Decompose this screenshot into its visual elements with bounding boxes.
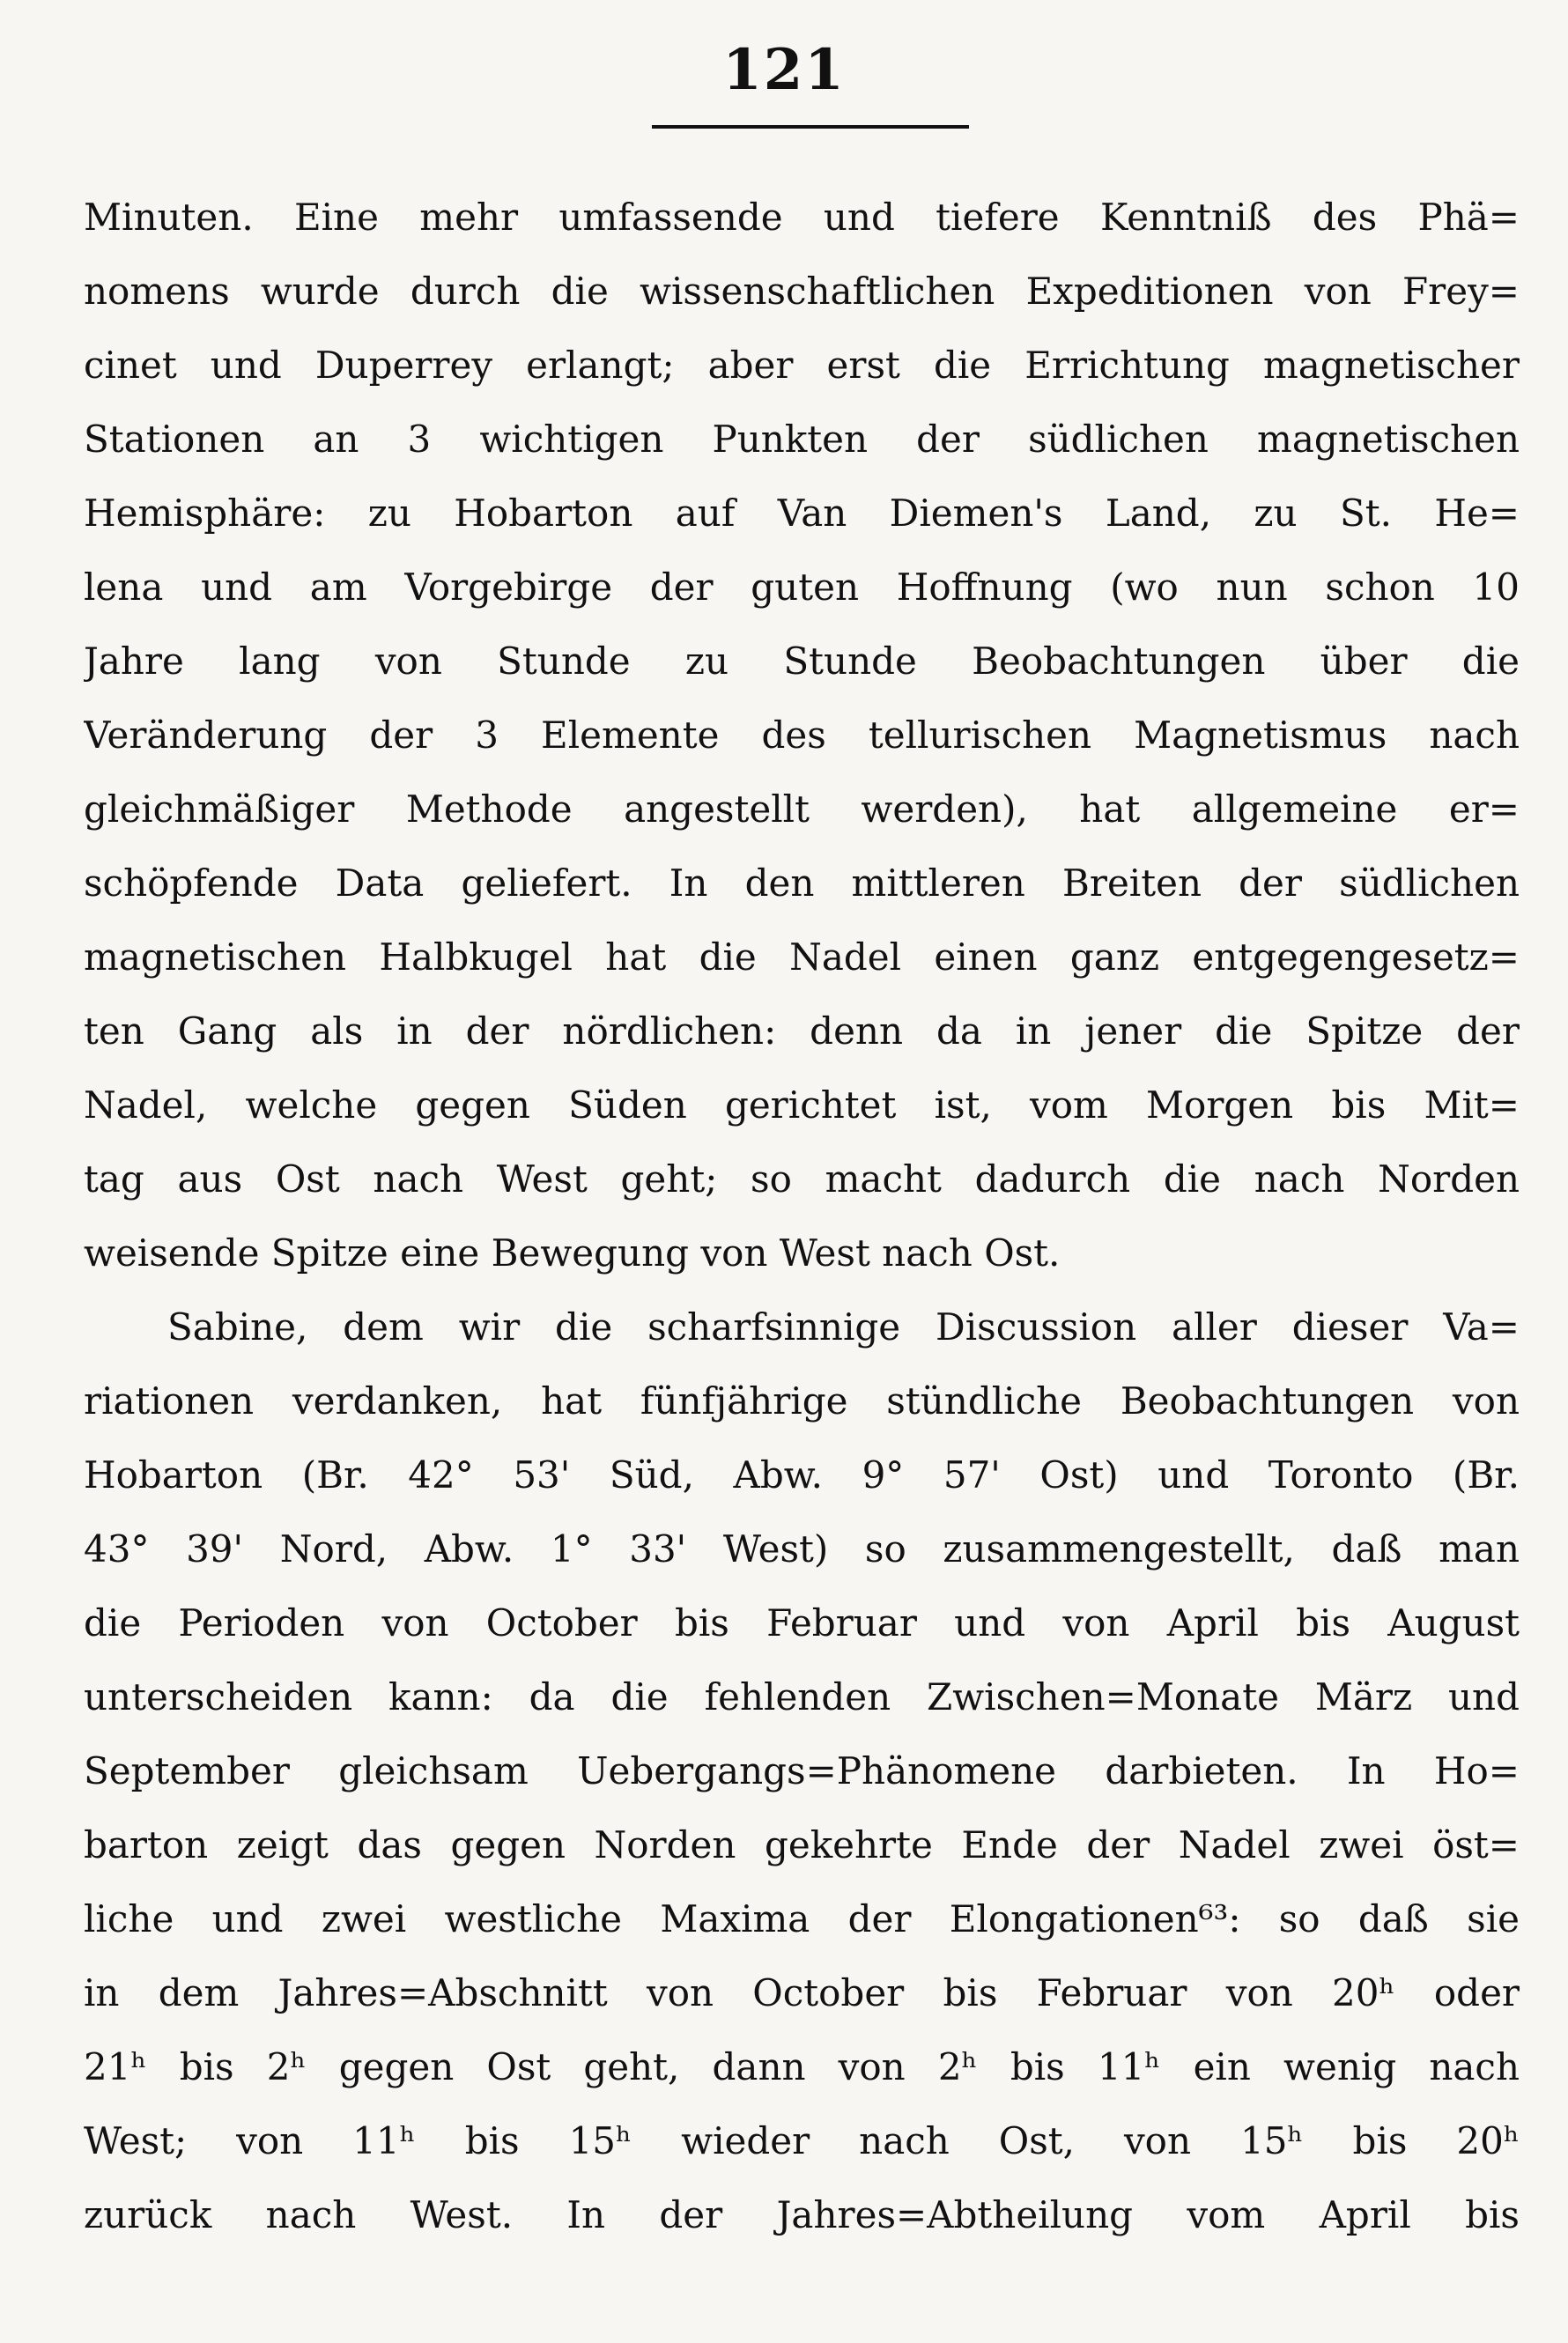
text-line: nomens wurde durch die wissenschaftlichen Expeditionen von Frey=	[84, 270, 1520, 313]
text-line: 43° 39' Nord, Abw. 1° 33' West) so zusammengestellt, daß man	[84, 1527, 1520, 1571]
text-line: magnetischen Halbkugel hat die Nadel einen ganz entgegengesetz=	[84, 935, 1520, 979]
text-line: unterscheiden kann: da die fehlenden Zwischen=Monate März und	[84, 1675, 1520, 1718]
text-line: zurück nach West. In der Jahres=Abtheilung vom April bis	[84, 2193, 1520, 2236]
text-line: Minuten. Eine mehr umfassende und tiefere Kenntniß des Phä=	[84, 196, 1520, 239]
text-line: schöpfende Data geliefert. In den mittleren Breiten der südlichen	[84, 861, 1520, 905]
text-line: 21ʰ bis 2ʰ gegen Ost geht, dann von 2ʰ bis 11ʰ ein wenig nach	[84, 2045, 1520, 2088]
text-line: in dem Jahres=Abschnitt von October bis Februar von 20ʰ oder	[84, 1971, 1520, 2014]
text-line: Jahre lang von Stunde zu Stunde Beobachtungen über die	[84, 639, 1520, 683]
text-line: ten Gang als in der nördlichen: denn da in jener die Spitze der	[84, 1009, 1520, 1053]
text-line: cinet und Duperrey erlangt; aber erst die Errichtung magnetischer	[84, 344, 1520, 387]
text-line: West; von 11ʰ bis 15ʰ wieder nach Ost, von 15ʰ bis 20ʰ	[84, 2119, 1520, 2162]
text-line: Nadel, welche gegen Süden gerichtet ist, vom Morgen bis Mit=	[84, 1083, 1520, 1127]
page-number: 121	[722, 37, 846, 103]
text-line: lena und am Vorgebirge der guten Hoffnung (wo nun schon 10	[84, 565, 1520, 609]
text-line: Stationen an 3 wichtigen Punkten der südlichen magnetischen	[84, 418, 1520, 461]
text-line: gleichmäßiger Methode angestellt werden), hat allgemeine er=	[84, 787, 1520, 831]
paragraph-end-line: weisende Spitze eine Bewegung von West nach Ost.	[84, 1231, 1061, 1275]
header-rule	[652, 125, 969, 129]
text-line: die Perioden von October bis Februar und von April bis August	[84, 1601, 1520, 1645]
text-line: barton zeigt das gegen Norden gekehrte Ende der Nadel zwei öst=	[84, 1823, 1520, 1866]
text-line: Hobarton (Br. 42° 53' Süd, Abw. 9° 57' Ost) und Toronto (Br.	[84, 1453, 1520, 1497]
text-line: Veränderung der 3 Elemente des tellurischen Magnetismus nach	[84, 713, 1520, 757]
text-line: tag aus Ost nach West geht; so macht dadurch die nach Norden	[84, 1157, 1520, 1201]
paragraph-start-line: Sabine, dem wir die scharfsinnige Discussion aller dieser Va=	[167, 1305, 1520, 1349]
body-text	[84, 181, 1520, 2252]
text-line: September gleichsam Uebergangs=Phänomene darbieten. In Ho=	[84, 1749, 1520, 1792]
text-line: liche und zwei westliche Maxima der Elongationen⁶³: so daß sie	[84, 1897, 1520, 1940]
text-line: Hemisphäre: zu Hobarton auf Van Diemen's Land, zu St. He=	[84, 492, 1520, 535]
text-line: riationen verdanken, hat fünfjährige stündliche Beobachtungen von	[84, 1379, 1520, 1423]
